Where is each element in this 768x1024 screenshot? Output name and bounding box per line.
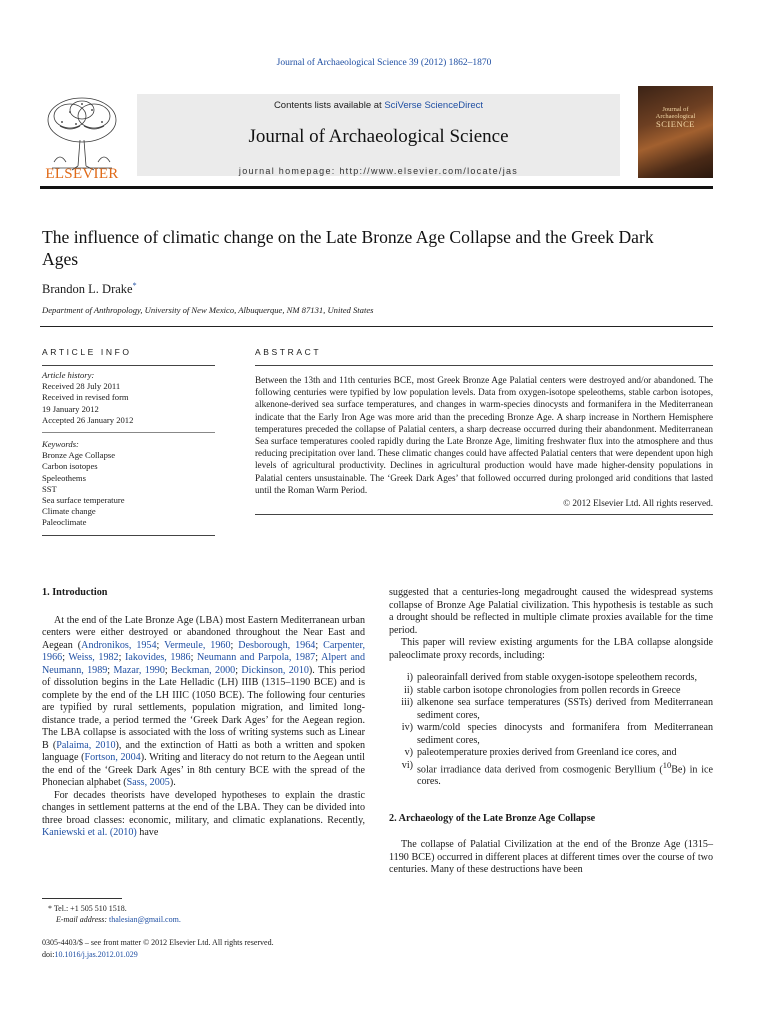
list-item (389, 672, 713, 685)
citation-link[interactable]: Sass, 2005 (126, 777, 170, 788)
article-title: The influence of climatic change on the Late Bronze Age Collapse and the Greek Dark Ages (42, 227, 654, 269)
journal-title: Journal of Archaeological Science (248, 126, 509, 147)
author-affiliation: Department of Anthropology, University of New Mexico, Albuquerque, NM 87131, United States (42, 305, 374, 315)
keyword: Paleoclimate (42, 517, 87, 528)
paragraph-text: ; (230, 639, 239, 651)
paragraph-text: ; (62, 652, 69, 663)
author-email-link[interactable]: thalesian@gmail.com. (109, 915, 181, 924)
cover-line-1: Journal of (662, 106, 689, 113)
paragraph-text: At the end of the Late Bronze Age (LBA) most Eastern Mediterranean urban centers were either destroyed or abandoned throughout the Near East and Aegean ( (42, 614, 365, 651)
footnote-tel: * Tel.: +1 505 510 1518. (48, 904, 127, 913)
doi-link[interactable]: 10.1016/j.jas.2012.01.029 (54, 950, 138, 959)
journal-citation[interactable]: Journal of Archaeological Science 39 (2012) 1862–1870 (276, 58, 492, 68)
keyword: Carbon isotopes (42, 461, 98, 472)
sciencedirect-link[interactable]: SciVerse ScienceDirect (384, 100, 484, 111)
footnote (42, 903, 181, 925)
paragraph-text: ; (315, 652, 322, 663)
journal-cover-thumbnail (638, 86, 713, 178)
body-column-right (389, 587, 713, 877)
elsevier-wordmark: ELSEVIER (45, 166, 119, 182)
citation-link[interactable]: Dickinson, 2010 (241, 664, 309, 676)
paragraph-text: ; (190, 652, 198, 663)
author-name (42, 281, 137, 297)
list-number: iv) (401, 722, 413, 733)
archaeology-paragraph: The collapse of Palatial Civilization at the end of the Bronze Age (1315–1190 BCE) occurred in different places at different times over the course of two centuries. Many of these destructions have been (389, 839, 713, 876)
citation-link[interactable]: Weiss, 1982 (68, 652, 119, 663)
paragraph-text: ). Writing and literacy do not return to the Aegean until the end of the ‘Greek Dark Ages’ in 8th century BCE with the spread of the Phonecian alphabet ( (42, 752, 365, 788)
paragraph-text: ). (169, 777, 176, 788)
intro-paragraph-2 (42, 790, 365, 840)
review-paragraph: This paper will review existing arguments for the LBA collapse alongside paleoclimate proxy records, including: (389, 637, 713, 661)
citation-link[interactable]: Andronikos, 1954 (81, 639, 157, 651)
footnote-email-line (42, 914, 181, 925)
abstract-text: Between the 13th and 11th centuries BCE, most Greek Bronze Age Palatial centers were destroyed and/or abandoned. The following centuries were typified by low population levels. Data from oxygen-isotope speleothems, stable carbon isotopes, alkenone-derived sea surface temperatures, and changes in warm-species dinocysts and formanifera in the Mediterranean indicate that the Early Iron Age was more arid than the preceding Bronze Age. A sharp increase in Northern Hemisphere temperatures preceded the collapse of Palatial centers, a sharp decrease occurred during their abandonment. Mediterranean Sea surface temperatures cooled rapidly during the Late Bronze Age, limiting freshwater flux into the atmosphere and thus reducing precipitation over land. These climatic changes could have affected Palatial centers that were dependent upon high levels of agricultural productivity. Declines in agricultural production would have made higher-density populations in Palatial centers unsustainable. The ‘Greek Dark Ages’ that followed occurred during prolonged arid conditions that lasted until the Roman Warm Period. (255, 375, 713, 495)
email-label: E-mail address: (56, 915, 110, 924)
paragraph-text: ; (107, 664, 114, 676)
citation-link[interactable]: Desborough, 1964 (238, 639, 316, 651)
history-label: Article history: (42, 370, 95, 380)
paragraph-text: ). This period of dissolution begins in the Late Helladic (LH) IIIB (1315–1190 BCE) and is complete by the end of the LH IIIC (1050 BCE). The following four centuries are typified by rural settlements, population migration, and limited long-distance trade, a period termed the ‘Greek Dark Ages’ for the Aegean region. The LBA collapse is associated with the loss of writing systems such as Linear B ( (42, 664, 366, 751)
citation-link[interactable]: Neumann and Parpola, 1987 (197, 652, 316, 663)
list-text-pre: solar irradiance data derived from cosmogenic Beryllium ( (417, 763, 663, 775)
keywords-label: Keywords: (42, 439, 79, 450)
paragraph-text: ; (235, 664, 242, 676)
list-number: ii) (404, 684, 413, 696)
list-text: warm/cold species dinocysts and formanifera from Mediterranean sediment cores, (417, 722, 713, 746)
list-item (389, 760, 713, 789)
keyword: SST (42, 483, 57, 494)
contents-prefix: Contents lists available at (273, 100, 385, 111)
cover-line-3: SCIENCE (656, 119, 695, 130)
article-info-heading: ARTICLE INFO (42, 347, 215, 366)
keyword: Climate change (42, 506, 96, 517)
list-text-post: Be) in ice cores. (417, 763, 713, 788)
paragraph-text: have (136, 827, 159, 838)
paragraph-text: ; (164, 664, 172, 676)
paragraph-text: ; (315, 639, 324, 651)
citation-link[interactable]: Palaima, 2010 (56, 739, 116, 751)
journal-masthead (40, 86, 713, 186)
journal-homepage[interactable]: journal homepage: http://www.elsevier.com/locate/jas (238, 166, 519, 176)
footnote-rule (42, 898, 122, 899)
header-rule (40, 186, 713, 189)
citation-link[interactable]: Carpenter, 1966 (42, 639, 366, 663)
keyword: Speleothems (42, 472, 86, 483)
citation-link[interactable]: Kaniewski et al. (2010) (42, 827, 137, 838)
proxy-list (389, 672, 713, 789)
list-number: v) (404, 747, 413, 758)
citation-link[interactable]: Alpert and Neumann, 1989 (42, 652, 366, 676)
paragraph-text: ; (118, 652, 126, 663)
paragraph-text: ; (156, 639, 165, 651)
abstract (255, 347, 713, 515)
keyword: Bronze Age Collapse (42, 450, 116, 461)
info-bottom-rule (42, 535, 215, 536)
citation-link[interactable]: Vermeule, 1960 (164, 639, 231, 651)
citation-link[interactable]: Iakovides, 1986 (125, 652, 191, 663)
author-text: Brandon L. Drake (42, 282, 133, 297)
citation-link[interactable]: Beckman, 2000 (171, 664, 236, 676)
paragraph-text: For decades theorists have developed hypotheses to explain the drastic changes in settlement patterns at the end of the LBA. They can be divided into three broad classes: economic, military, and climatic explanations. Recently, (42, 789, 365, 826)
article-history (42, 366, 215, 430)
list-item (389, 722, 713, 747)
list-number: iii) (401, 697, 413, 708)
keywords (42, 435, 215, 533)
history-line: Accepted 26 January 2012 (42, 414, 134, 425)
abstract-heading: ABSTRACT (255, 347, 713, 366)
doi-label: doi: (42, 950, 55, 959)
contents-availability (137, 100, 620, 111)
list-text: paleorainfall derived from stable oxygen-isotope speleothem records, (417, 672, 698, 683)
body-column-left (42, 587, 365, 840)
abstract-copyright: © 2012 Elsevier Ltd. All rights reserved. (255, 498, 713, 515)
list-item (389, 697, 713, 722)
list-item (389, 747, 713, 760)
cover-line-2: Archaeological (655, 113, 696, 121)
cover-title (642, 106, 709, 130)
list-text: alkenone sea surface temperatures (SSTs) derived from Mediterranean sediment cores, (417, 697, 713, 721)
list-number: vi) (401, 759, 413, 771)
history-line: 19 January 2012 (42, 403, 99, 414)
author-corresponding-mark[interactable]: * (132, 281, 137, 290)
intro-paragraph-1 (42, 615, 365, 790)
section-heading: 2. Archaeology of the Late Bronze Age Collapse (389, 812, 596, 824)
section-heading: 1. Introduction (42, 587, 108, 598)
issn-line: 0305-4403/$ – see front matter © 2012 Elsevier Ltd. All rights reserved. (42, 938, 274, 947)
article-info (42, 347, 215, 538)
list-number: i) (406, 672, 413, 683)
info-divider (42, 432, 215, 433)
history-line: Received 28 July 2011 (42, 381, 121, 392)
list-item (389, 685, 713, 698)
bottom-metadata (42, 937, 274, 961)
history-line: Received in revised form (42, 392, 129, 403)
paragraph-text: ), and the extinction of Hatti as both a written and spoken language ( (42, 739, 365, 763)
journal-banner (137, 94, 620, 176)
list-text: stable carbon isotope chronologies from pollen records in Greece (417, 684, 681, 696)
citation-link[interactable]: Mazar, 1990 (113, 664, 165, 676)
list-text: paleotemperature proxies derived from Greenland ice cores, and (417, 747, 677, 758)
doi-line (42, 949, 274, 961)
isotope-superscript: 10 (662, 760, 672, 770)
title-rule (40, 326, 713, 327)
intro-paragraph-continued: suggested that a centuries-long megadrought caused the widespread systems collapse of Bronze Age Palatial civilization. This hypothesis is testable as such a drought should be reflected in multiple climate proxies available for the time period. (389, 587, 713, 636)
citation-link[interactable]: Fortson, 2004 (84, 752, 141, 763)
keyword: Sea surface temperature (42, 495, 125, 506)
